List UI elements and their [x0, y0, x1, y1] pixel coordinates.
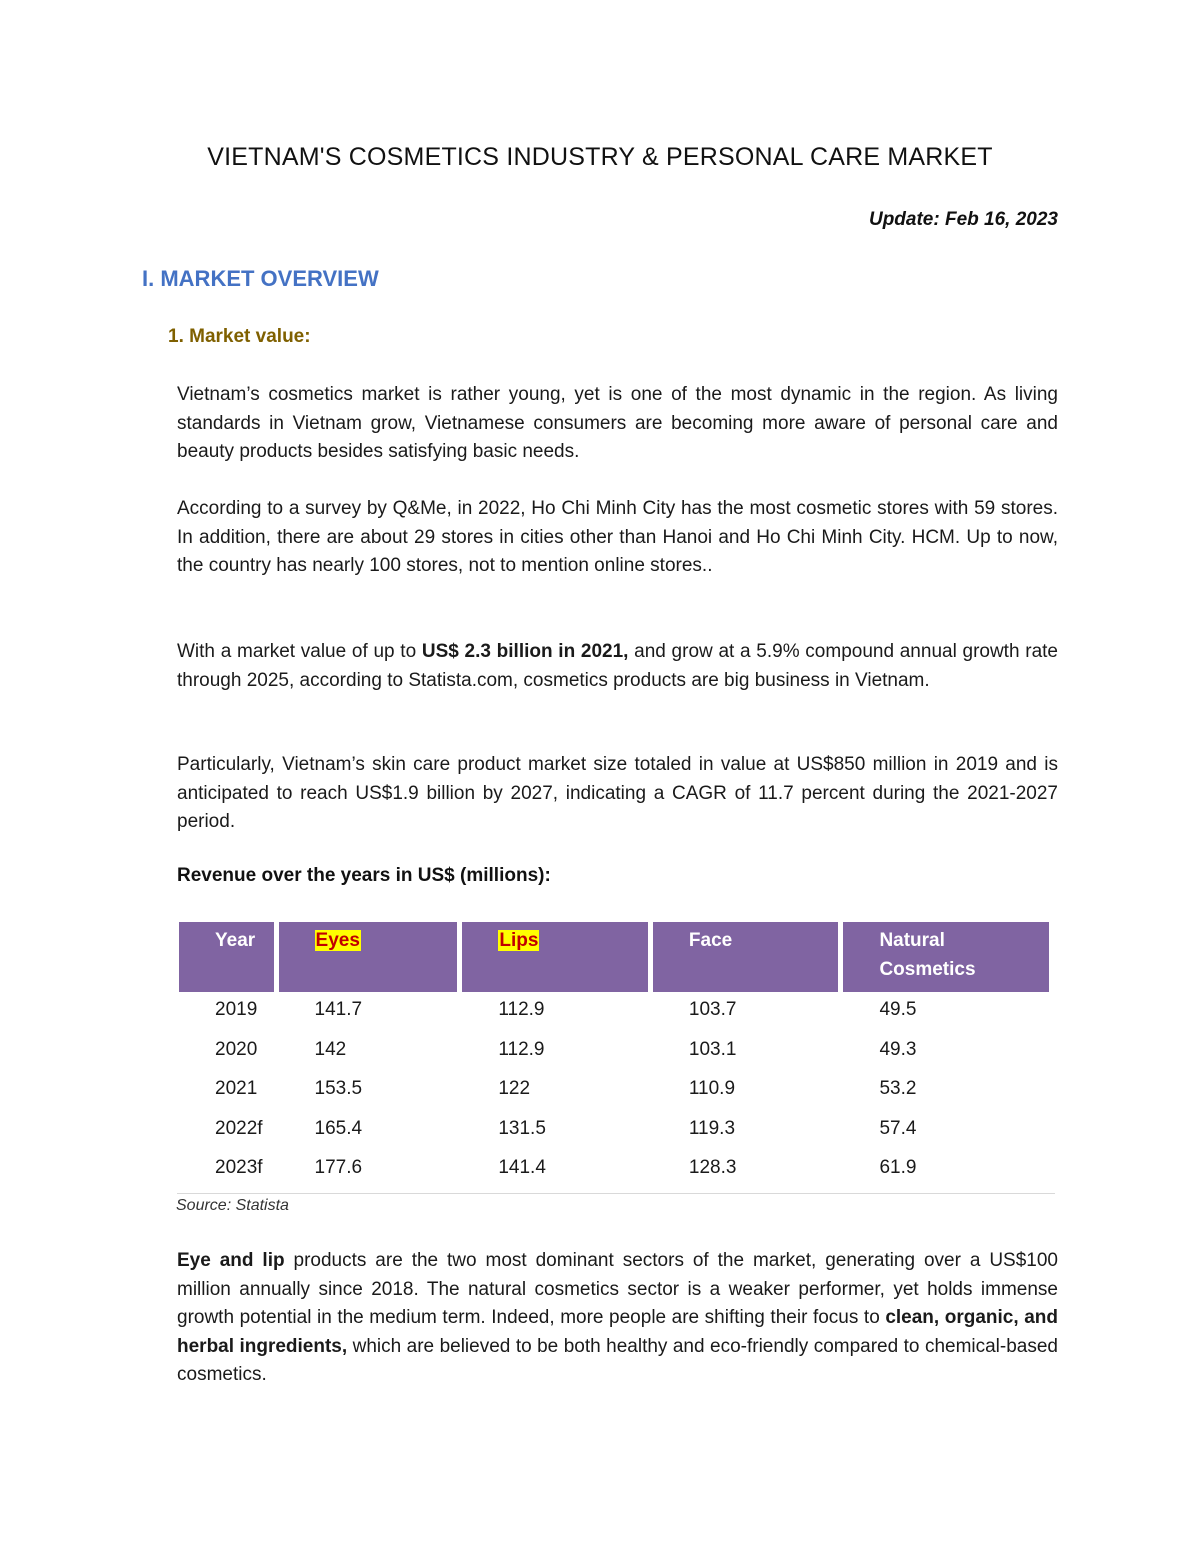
- cell-natural: 57.4: [879, 1117, 917, 1139]
- cell-natural: 49.5: [879, 999, 917, 1020]
- table-header-row: [179, 922, 1049, 992]
- paragraph-market-value: [177, 638, 1058, 695]
- document-title: VIETNAM'S COSMETICS INDUSTRY & PERSONAL CARE MARKET: [207, 143, 993, 171]
- cell-eyes: 165.4: [314, 1117, 363, 1139]
- cell-year: 2023f: [215, 1157, 263, 1178]
- cell-natural: 49.3: [879, 1038, 917, 1060]
- header-natural-label: Natural Cosmetics: [879, 930, 976, 980]
- header-natural-cosmetics: [843, 922, 1049, 992]
- text-run: which are believed to be both healthy and eco-friendly compared to chemical-based cosmetics.: [177, 1335, 1059, 1386]
- header-face-label: Face: [688, 930, 733, 951]
- bold-text-run: US$ 2.3 billion in 2021,: [421, 641, 629, 662]
- bold-text-run: Eye and lip: [177, 1250, 285, 1271]
- text-run: and grow at a 5.9% compound annual growth rate through 2025, according to Statista.com, cosmetics products are big business in Vietnam.: [177, 641, 1058, 691]
- cell-year: 2021: [215, 1078, 258, 1099]
- revenue-table: [174, 922, 1054, 1190]
- cell-eyes: 141.7: [314, 999, 363, 1020]
- cell-natural: 53.2: [879, 1078, 917, 1099]
- cell-face: 119.3: [688, 1117, 736, 1139]
- header-year-label: Year: [215, 930, 256, 951]
- header-lips: [462, 922, 648, 992]
- header-eyes: [279, 922, 458, 992]
- cell-natural: 61.9: [879, 1157, 917, 1178]
- section-heading: I. MARKET OVERVIEW: [142, 266, 379, 291]
- cell-face: 103.1: [688, 1038, 737, 1060]
- cell-lips: 112.9: [498, 1038, 545, 1060]
- cell-lips: 141.4: [498, 1157, 546, 1178]
- paragraph-market-intro: Vietnam’s cosmetics market is rather young, yet is one of the most dynamic in the region. As living standards in Vietnam grow, Vietnamese consumers are becoming more aware of personal care and beauty products besides satisfying basic needs.: [177, 384, 1058, 463]
- table-row: [179, 1071, 1049, 1111]
- table-row: [179, 1150, 1049, 1190]
- cell-lips: 112.9: [498, 999, 545, 1020]
- paragraph-dominant-sectors: [177, 1247, 1058, 1390]
- bold-text-run: clean, organic, and herbal ingredients,: [177, 1307, 1058, 1357]
- cell-face: 128.3: [688, 1157, 737, 1178]
- paragraph-store-survey: According to a survey by Q&Me, in 2022, Ho Chi Minh City has the most cosmetic stores with 59 stores. In addition, there are about 29 stores in cities other than Hanoi and Ho Chi Minh City. HCM. Up to now, the country has nearly 100 stores, not to mention online stores..: [177, 498, 1058, 577]
- cell-eyes: 153.5: [314, 1078, 363, 1099]
- text-run: With a market value of up to: [177, 641, 422, 662]
- header-year: [179, 922, 274, 992]
- cell-lips: 122: [498, 1078, 531, 1099]
- table-row: [179, 992, 1049, 1032]
- subsection-heading: 1. Market value:: [168, 326, 311, 347]
- table-source: Source: Statista: [176, 1197, 289, 1214]
- paragraph-skin-care: Particularly, Vietnam’s skin care product market size totaled in value at US$850 million in 2019 and is anticipated to reach US$1.9 billion by 2027, indicating a CAGR of 11.7 percent during the 2021-2027 period.: [177, 754, 1058, 833]
- cell-year: 2019: [215, 999, 258, 1020]
- cell-eyes: 142: [314, 1038, 347, 1060]
- table-row: [179, 1111, 1049, 1151]
- table-row: [179, 1032, 1049, 1072]
- cell-year: 2020: [215, 1038, 258, 1060]
- cell-lips: 131.5: [498, 1117, 546, 1139]
- cell-face: 110.9: [688, 1078, 736, 1099]
- header-lips-label: Lips: [499, 930, 539, 951]
- header-face: [653, 922, 839, 992]
- update-date: Update: Feb 16, 2023: [868, 209, 1058, 230]
- header-eyes-label: Eyes: [315, 930, 360, 951]
- cell-face: 103.7: [688, 999, 737, 1020]
- table-bottom-rule: [177, 1193, 1055, 1194]
- cell-eyes: 177.6: [314, 1157, 363, 1178]
- cell-year: 2022f: [215, 1117, 263, 1139]
- table-caption: Revenue over the years in US$ (millions):: [177, 865, 551, 886]
- text-run: products are the two most dominant sectors of the market, generating over a US$100 million annually since 2018. The natural cosmetics sector is a weaker performer, yet holds immense growth potential in the medium term. Indeed, more people are shifting their focus to: [177, 1250, 1058, 1329]
